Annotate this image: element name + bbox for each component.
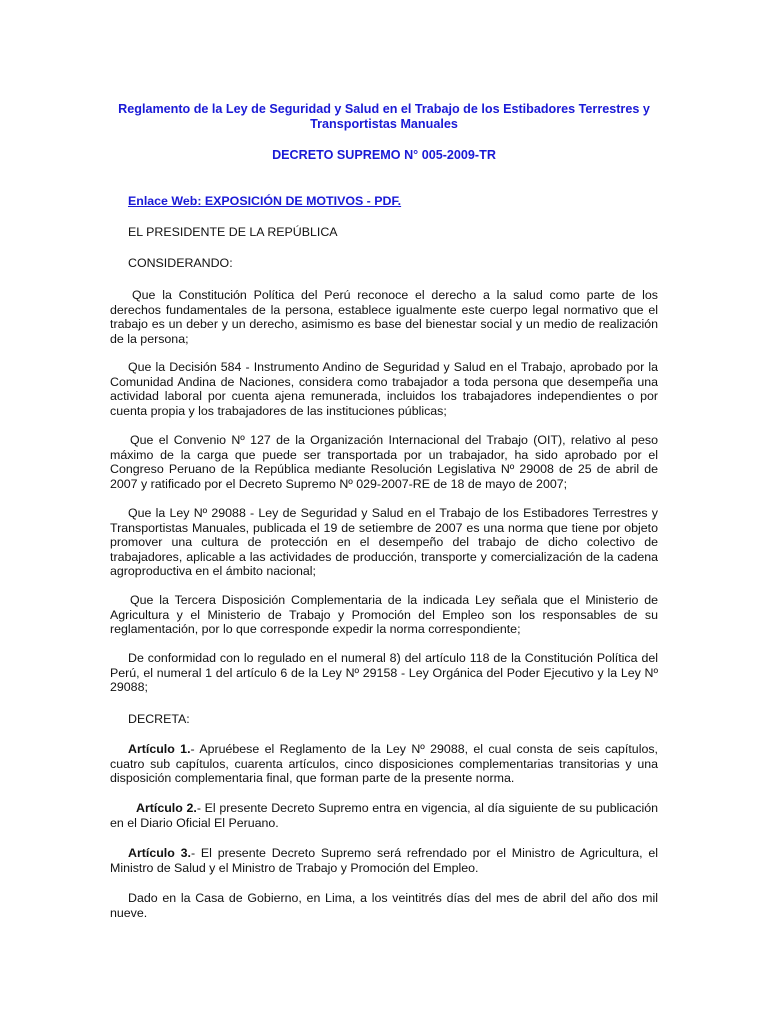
article-1: [110, 742, 658, 786]
paragraph-1: Que la Constitución Política del Perú reconoce el derecho a la salud como parte de los derechos fundamentales de la persona, establece igualmente este cuerpo legal normativo que el trabajo es un deber y un derecho, asimismo es base del bienestar social y un medio de realización de la persona;: [110, 288, 658, 346]
paragraph-3: Que el Convenio Nº 127 de la Organización Internacional del Trabajo (OIT), relativo al peso máximo de la carga que puede ser transportada por un trabajador, ha sido aprobado por el Congreso Peruano de la República mediante Resolución Legislativa Nº 29008 de 25 de abril de 2007 y ratificado por el Decreto Supremo Nº 029-2007-RE de 18 de mayo de 2007;: [110, 433, 658, 491]
article-3: [110, 846, 658, 875]
paragraph-5: Que la Tercera Disposición Complementaria de la indicada Ley señala que el Ministerio de Agricultura y el Ministerio de Trabajo y Promoción del Empleo son los responsables de su reglamentación, por lo que corresponde expedir la norma correspondiente;: [110, 593, 658, 637]
article-3-label: Artículo 3.: [128, 846, 191, 860]
considerando-heading: CONSIDERANDO:: [128, 256, 233, 270]
article-2-text: - El presente Decreto Supremo entra en vigencia, al día siguiente de su publicación en el Diario Oficial El Peruano.: [110, 801, 658, 830]
decreta-heading: DECRETA:: [128, 712, 190, 726]
paragraph-4: Que la Ley Nº 29088 - Ley de Seguridad y Salud en el Trabajo de los Estibadores Terrestres y Transportistas Manuales, publicada el 19 de setiembre de 2007 es una norma que tiene por objeto promover una cultura de protección en el desempeño del trabajo de dicho colectivo de trabajadores, aplicable a las actividades de producción, transporte y comercialización de la cadena agroproductiva en el ámbito nacional;: [110, 506, 658, 579]
closing-paragraph: Dado en la Casa de Gobierno, en Lima, a los veintitrés días del mes de abril del año dos mil nueve.: [110, 891, 658, 920]
decree-number: DECRETO SUPREMO N° 005-2009-TR: [272, 148, 496, 162]
article-1-label: Artículo 1.: [128, 742, 191, 756]
document-title: Reglamento de la Ley de Seguridad y Salud en el Trabajo de los Estibadores Terrestres y Transportistas Manuales: [118, 102, 650, 131]
article-1-text: - Apruébese el Reglamento de la Ley Nº 29088, el cual consta de seis capítulos, cuatro sub capítulos, cuarenta artículos, cinco disposiciones complementarias transitorias y una disposición complementaria final, que forman parte de la presente norma.: [110, 742, 658, 786]
paragraph-6: De conformidad con lo regulado en el numeral 8) del artículo 118 de la Constitución Política del Perú, el numeral 1 del artículo 6 de la Ley Nº 29158 - Ley Orgánica del Poder Ejecutivo y la Ley Nº 29088;: [110, 651, 658, 695]
paragraph-2: Que la Decisión 584 - Instrumento Andino de Seguridad y Salud en el Trabajo, aprobado por la Comunidad Andina de Naciones, considera como trabajador a toda persona que desempeña una actividad laboral por cuenta ajena remunerada, incluidos los trabajadores independientes o por cuenta propia y los trabajadores de las instituciones públicas;: [110, 360, 658, 418]
president-heading: EL PRESIDENTE DE LA REPÚBLICA: [128, 225, 338, 239]
article-3-text: - El presente Decreto Supremo será refrendado por el Ministro de Agricultura, el Ministro de Salud y el Ministro de Trabajo y Promoción del Empleo.: [110, 846, 658, 875]
exposicion-motivos-link[interactable]: Enlace Web: EXPOSICIÓN DE MOTIVOS - PDF.: [128, 194, 402, 208]
article-2-label: Artículo 2.: [136, 801, 197, 815]
article-2: [110, 801, 658, 830]
